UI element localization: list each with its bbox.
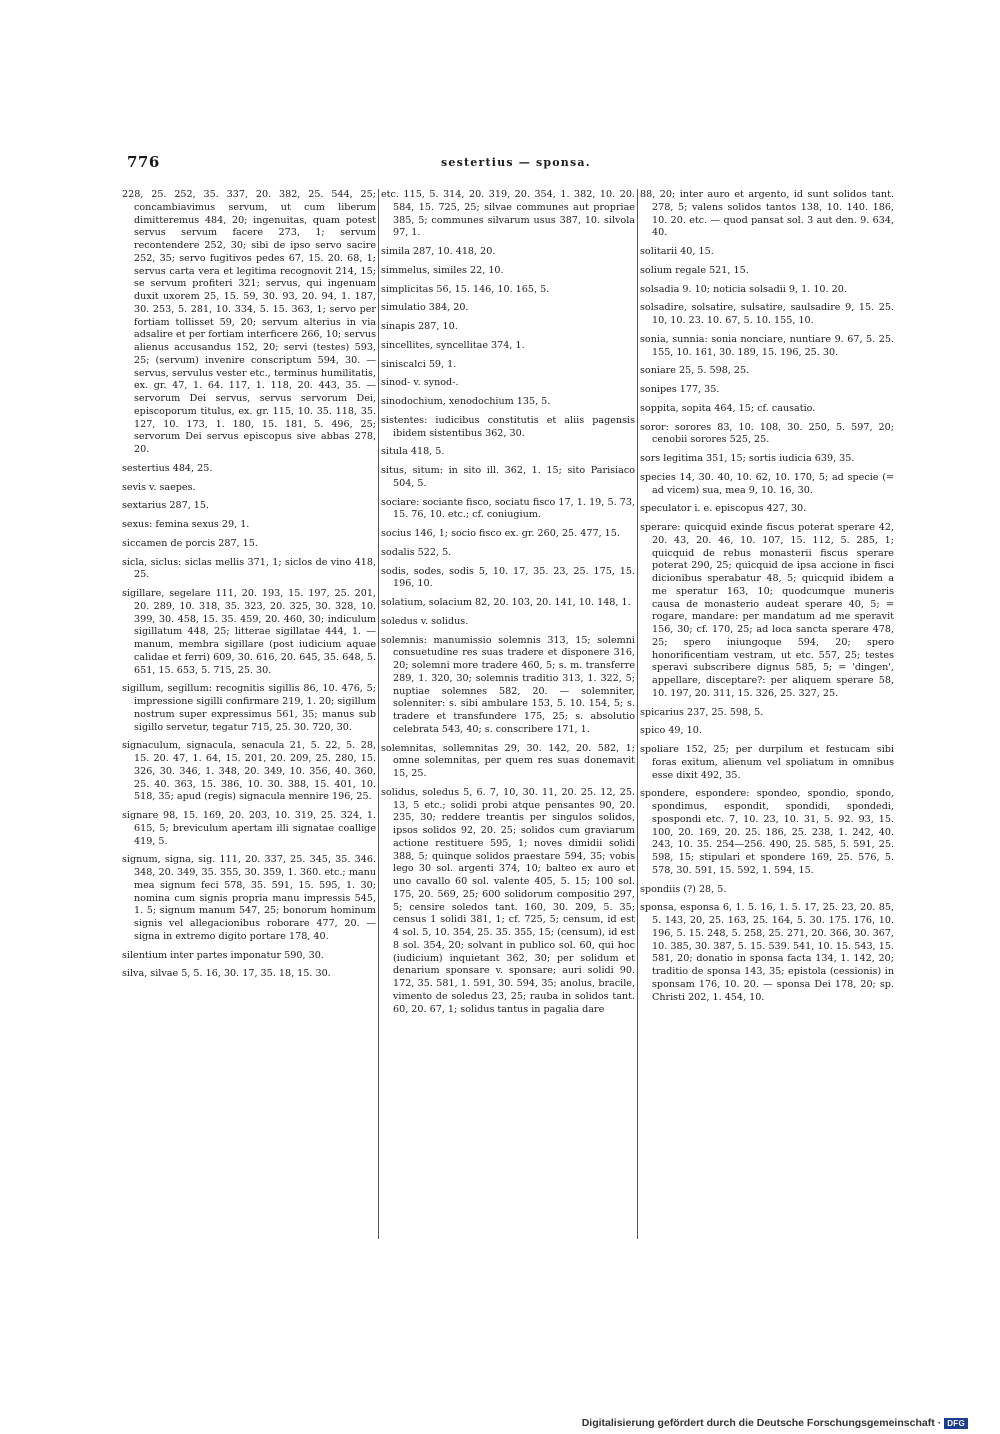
index-entry: signaculum, signacula, senacula 21, 5. 22, 5. 28, 15. 20. 47, 1. 64, 15. 201, 20. 209, 25. 280, 15. 326, 30. 346, 1. 348, 20. 349, 10. 356, 40. 360, 25. 40. 363, 15. 386, 10. 30. 388, 15. 401, 10. 518, 35; apud (regis) signacula mennire 196, 25. xyxy=(122,740,376,803)
index-entry: siniscalci 59, 1. xyxy=(381,358,457,370)
index-entry: sodis, sodes, sodis 5, 10. 17, 35. 23, 25. 175, 15. 196, 10. xyxy=(381,565,635,590)
index-entry: signare 98, 15. 169, 20. 203, 10. 319, 25. 324, 1. 615, 5; breviculum apertam illi signatae coallige 419, 5. xyxy=(122,810,376,847)
index-entry: etc. 115, 5. 314, 20. 319, 20. 354, 1. 382, 10. 20. 584, 15. 725, 25; silvae communes aut propriae 385, 5; communes silvarum usus 387, 10. silvola 97, 1. xyxy=(381,189,635,239)
index-column-right xyxy=(640,189,894,1249)
index-entry: simplicitas 56, 15. 146, 10. 165, 5. xyxy=(381,283,550,295)
index-entry: signum, signa, sig. 111, 20. 337, 25. 345, 35. 346. 348, 20. 349, 35. 355, 30. 359, 1. 360. etc.; manu mea signum feci 578, 35. 591, 15. 595, 1. 30; nomina cum signis propria manu impressis 545, 1. 5; signum manum 547, 25; bonorum hominum signis vel allegacionibus roborare 477, 20. — signa in extremo digito portare 178, 40. xyxy=(122,854,376,942)
index-column-middle xyxy=(381,189,635,1249)
index-entry: sperare: quicquid exinde fiscus poterat sperare 42, 20. 43, 20. 46, 10. 107, 15. 112, 5. 285, 1; quicquid de rebus monasterii fiscus sperare poterat 290, 25; quicquid de ipsa accione in fisci dicionibus sperabatur 48, 5; quicquid ibidem a me speratur 163, 10; quodcumque muneris causa de monasterio audeat sperare 40, 5; = rogare, mandare: per mandatum ad me speravit 156, 30; cf. 170, 25; ad loca sancta sperare 478, 25; spero iniungoque 594, 20; spero honorificentiam vestram, ut etc. 557, 25; testes speravi subscribere dignus 585, 5; = 'dingen', appellare, disceptare?: per aliquem sperare 58, 10. 197, 20. 311, 15. 326, 25. 327, 25. xyxy=(640,522,894,699)
page-number: 776 xyxy=(127,153,160,171)
index-entry: sinod- v. synod-. xyxy=(381,377,459,389)
index-entry: simmelus, similes 22, 10. xyxy=(381,264,504,276)
index-entry: spondiis (?) 28, 5. xyxy=(640,883,727,895)
index-entry: sociare: sociante fisco, sociatu fisco 17, 1. 19, 5. 73, 15. 76, 10. etc.; cf. coniugium. xyxy=(381,496,635,521)
dfg-logo: DFG xyxy=(944,1418,968,1429)
index-entry: silentium inter partes imponatur 590, 30. xyxy=(122,949,324,961)
index-entry: solidus, soledus 5, 6. 7, 10, 30. 11, 20. 25. 12, 25. 13, 5 etc.; solidi probi atque pensantes 90, 20. 235, 30; reddere treantis per singulos solidos, ipsos solidos 92, 20. 25; solidos cum graviarum actione restituere 595, 1; noves dimidii solidi 388, 5; quinque solidos praestare 594, 35; vobis lego 30 sol. argenti 374, 10; balteo ex auro et uno cavallo 60 sol. valente 405, 5. 15; 100 sol. 175, 20. 569, 25; 600 solidorum compositio 297, 5; censire soledos tant. 160, 30. 209, 5. 35; census 1 solidi 381, 1; cf. 725, 5; censum, id est 4 sol. 5, 10. 354, 25. 35. 355, 15; (censum), id est 8 sol. 354, 20; solvant in publico sol. 60, qui hoc (iudicium) inquietant 362, 30; per solidum et denarium sponsare v. sponsare; auri solidi 90. 172, 35. 581, 1. 591, 30. 594, 35; anolus, bracile, vimento de soledus 23, 25; rauba in solidos tant. 60, 20. 67, 1; solidus tantus in pagalia dare xyxy=(381,786,635,1015)
index-entry: soppita, sopita 464, 15; cf. causatio. xyxy=(640,402,816,414)
index-entry: spicarius 237, 25. 598, 5. xyxy=(640,706,764,718)
index-entry: solsadire, solsatire, sulsatire, saulsadire 9, 15. 25. 10, 10. 23. 10. 67, 5. 10. 155, 10. xyxy=(640,302,894,326)
column-rule xyxy=(378,189,379,1239)
separator: · xyxy=(937,1417,942,1429)
index-entry: sexus: femina sexus 29, 1. xyxy=(122,519,250,530)
index-entry: sigillare, segelare 111, 20. 193, 15. 197, 25. 201, 20. 289, 10. 318, 35. 323, 20. 325, 30. 328, 10. 399, 30. 458, 15. 35. 459, 20. 460, 30; indiculum sigillatum 448, 25; litterae sigillatae 444, 1. — manum, membra sigillare (post iudicium aquae calidae et ferri) 609, 30. 616, 20. 645, 35. 648, 5. 651, 15. 653, 5. 715, 25. 30. xyxy=(122,588,376,676)
index-entry: simila 287, 10. 418, 20. xyxy=(381,246,496,257)
index-entry: situs, situm: in sito ill. 362, 1. 15; sito Parisiaco 504, 5. xyxy=(381,465,635,489)
index-entry: solatium, solacium 82, 20. 103, 20. 141, 10. 148, 1. xyxy=(381,597,631,608)
index-entry: sinodochium, xenodochium 135, 5. xyxy=(381,396,551,407)
index-entry: soniare 25, 5. 598, 25. xyxy=(640,365,750,377)
index-entry: sonia, sunnia: sonia nonciare, nuntiare 9. 67, 5. 25. 155, 10. 161, 30. 189, 15. 196, 25. 30. xyxy=(640,333,894,358)
index-entry: solium regale 521, 15. xyxy=(640,264,749,276)
index-entry: sicla, siclus: siclas mellis 371, 1; siclos de vino 418, 25. xyxy=(122,556,376,581)
index-entry: spoliare 152, 25; per durpilum et festucam sibi foras exitum, alienum vel spoliatum in omnibus esse dixit 492, 35. xyxy=(640,744,894,781)
index-entry: spico 49, 10. xyxy=(640,725,702,737)
index-entry: sistentes: iudicibus constitutis et aliis pagensis ibidem sistentibus 362, 30. xyxy=(381,414,635,439)
index-entry: sponsa, esponsa 6, 1. 5. 16, 1. 5. 17, 25. 23, 20. 85, 5. 143, 20, 25. 163, 25. 164, 5. 30. 175. 176, 10. 196, 5. 15. 248, 5. 258, 25. 271, 20. 366, 30. 367, 10. 385, 30. 387, 5. 15. 539. 541, 10. 15. 543, 15. 581, 20; donatio in sponsa facta 134, 1. 142, 20; traditio de sponsa 143, 35; epistola (cessionis) in sponsam 176, 10. 20. — sponsa Dei 178, 20; sp. Christi 202, 1. 454, 10. xyxy=(640,902,894,1003)
running-head: sestertius — sponsa. xyxy=(441,156,591,169)
index-entry: sinapis 287, 10. xyxy=(381,321,458,332)
index-entry: sors legitima 351, 15; sortis iudicia 639, 35. xyxy=(640,453,855,464)
index-entry: sodalis 522, 5. xyxy=(381,546,452,558)
index-entry: soledus v. solidus. xyxy=(381,615,469,627)
index-entry: siccamen de porcis 287, 15. xyxy=(122,537,258,549)
index-entry: solemnis: manumissio solemnis 313, 15; solemni consuetudine res suas tradere et disponere 316, 20; solemni more tradere 460, 5; s. m. transferre 289, 1. 320, 30; solemnis traditio 313, 1. 322, 5; nuptiae solemnes 582, 20. — solemniter, solenniter: s. sibi ambulare 153, 5. 10. 154, 5; s. tradere et transfundere 175, 25; s. absolutio celebrata 543, 40; s. conscribere 171, 1. xyxy=(381,634,635,735)
index-entry: solsadia 9. 10; noticia solsadii 9, 1. 10. 20. xyxy=(640,283,847,295)
index-entry: sincellites, syncellitae 374, 1. xyxy=(381,339,525,351)
index-entry: socius 146, 1; socio fisco ex. gr. 260, 25. 477, 15. xyxy=(381,528,620,539)
footer-credit xyxy=(582,1417,968,1429)
index-entry: solemnitas, sollemnitas 29, 30. 142, 20. 582, 1; omne solemnitas, per quem res suas donemavit 15, 25. xyxy=(381,742,635,779)
index-entry: sigillum, segillum: recognitis sigillis 86, 10. 476, 5; impressione sigilli confirmare 219, 1. 20; sigillum nostrum super expressimus 561, 35; manus sub sigillo servetur, tegatur 715, 25. 30. 720, 30. xyxy=(122,683,376,733)
index-entry: sestertius 484, 25. xyxy=(122,462,213,474)
index-entry: spondere, espondere: spondeo, spondio, spondo, spondimus, espondit, spondidi, spondedi, spospondi etc. 7, 10. 23, 10. 31, 5. 92. 93, 15. 100, 20. 169, 20. 25. 186, 25. 238, 1. 242, 40. 243, 10. 35. 254—256. 490, 25. 585, 5. 591, 25. 598, 15; stipulari et spondere 169, 25. 576, 5. 578, 30. 591, 15. 592, 1. 594, 15. xyxy=(640,788,894,876)
index-entry: 228, 25. 252, 35. 337, 20. 382, 25. 544, 25; concambiavimus servum, ut cum liberum dimitteremus 484, 20; ingenuitas, quam potest servus servum facere 273, 1; servum recontendere 252, 30; sibi de ipso servo sacire 252, 35; servo fugitivos pedes 67, 15. 20. 68, 1; servus carta vera et legitima recognovit 214, 15; se servum profiteri 321; servus, qui ingenuam duxit uxorem 25, 15. 59, 30. 93, 20. 94, 1. 187, 30. 253, 5. 281, 10. 334, 5. 15. 363, 1; servo per fortiam tollisset 59, 20; servum alterius in via adsalire et per fortiam interficere 266, 10; servus alienus accusandus 152, 20; servi (testes) 593, 25; (servum) invenire conscriptum 594, 30. — servus, servulus vester etc., terminus humilitatis, ex. gr. 47, 1. 64. 117, 1. 118, 20. 443, 35. — servorum Dei servus, servus servorum Dei, episcoporum titulus, ex. gr. 115, 10. 35. 118, 35. 127, 10. 173, 1. 180, 15. 181, 5. 496, 25; servorum Dei servus episcopus sive abbas 278, 20. xyxy=(122,189,376,455)
index-entry: species 14, 30. 40, 10. 62, 10. 170, 5; ad specie (= ad vicem) sua, mea 9, 10. 16, 30. xyxy=(640,471,894,496)
index-entry: sevis v. saepes. xyxy=(122,481,196,493)
index-entry: 88, 20; inter auro et argento, id sunt solidos tant. 278, 5; valens solidos tantos 138, 10. 140. 186, 10. 20. etc. — quod pansat sol. 3 aut den. 9. 634, 40. xyxy=(640,189,894,239)
index-entry: soror: sorores 83, 10. 108, 30. 250, 5. 597, 20; cenobii sorores 525, 25. xyxy=(640,421,894,446)
column-rule xyxy=(637,189,638,1239)
index-entry: solitarii 40, 15. xyxy=(640,246,714,257)
index-entry: simulatio 384, 20. xyxy=(381,302,469,314)
index-entry: speculator i. e. episcopus 427, 30. xyxy=(640,503,807,515)
index-entry: situla 418, 5. xyxy=(381,446,445,458)
index-entry: sonipes 177, 35. xyxy=(640,384,720,395)
index-entry: sextarius 287, 15. xyxy=(122,500,210,512)
index-column-left xyxy=(122,189,376,1249)
index-entry: silva, silvae 5, 5. 16, 30. 17, 35. 18, 15. 30. xyxy=(122,968,331,980)
footer-credit-text: Digitalisierung gefördert durch die Deutsche Forschungsgemeinschaft xyxy=(581,1417,935,1429)
